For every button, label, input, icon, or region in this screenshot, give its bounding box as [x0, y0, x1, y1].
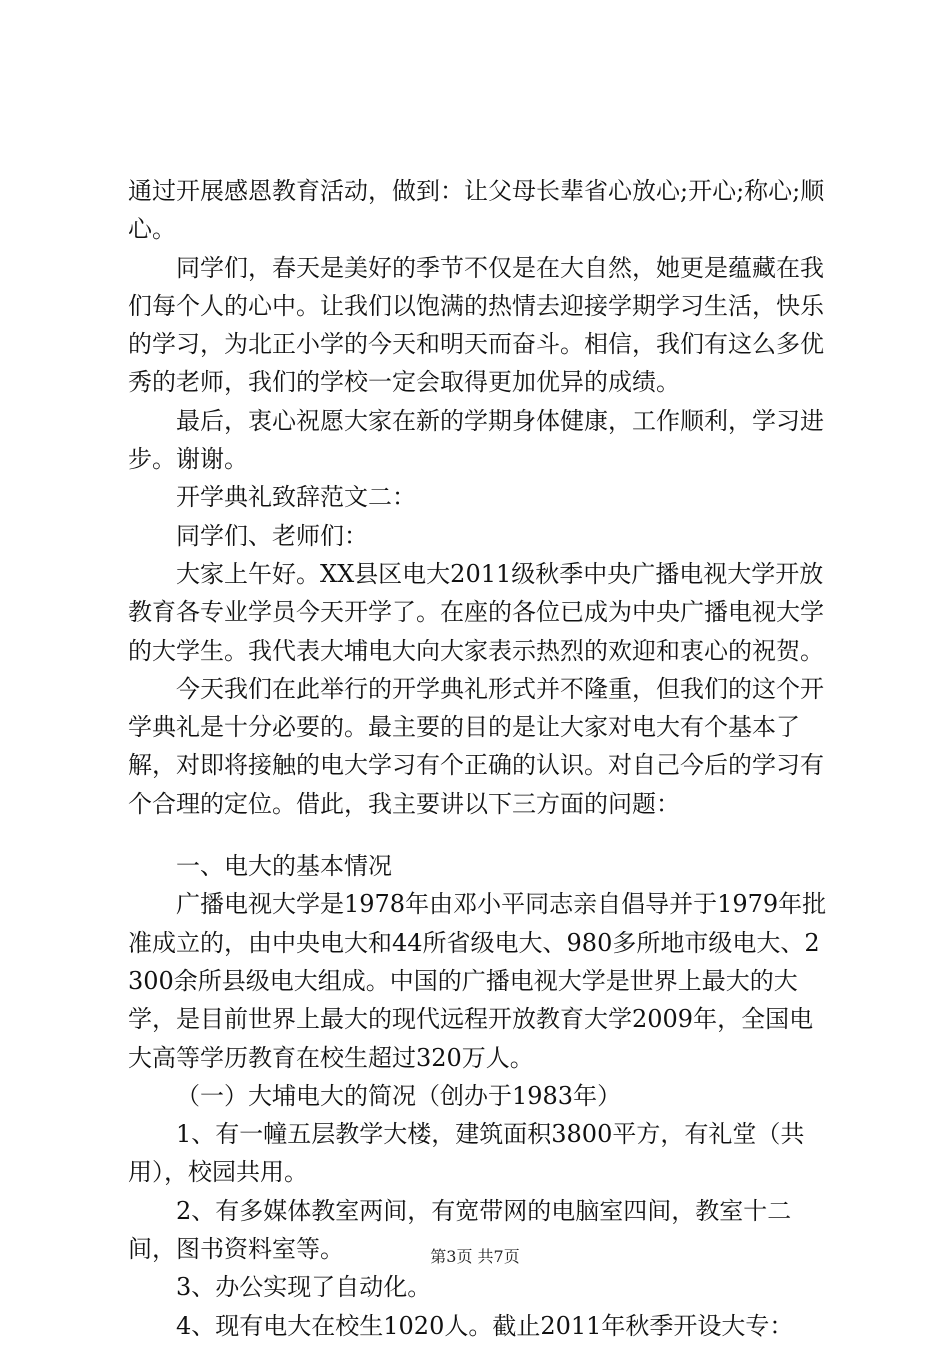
paragraph-ceremony-purpose: 今天我们在此举行的开学典礼形式并不隆重，但我们的这个开学典礼是十分必要的。最主要的目的是让大家对电大有个基本了解，对即将接触的电大学习有个正确的认识。对自己今后的学习有个合理的定位。借此，我主要讲以下三方面的问题：: [128, 674, 824, 818]
list-item-office-automation: 3、办公实现了自动化。: [176, 1273, 432, 1302]
paragraph-gap: [128, 823, 833, 847]
paragraph-closing-wishes: 最后，衷心祝愿大家在新的学期身体健康，工作顺利，学习进步。谢谢。: [128, 406, 824, 474]
document-body: [128, 172, 833, 1345]
paragraph-greeting: 大家上午好。XX县区电大2011级秋季中央广播电视大学开放教育各专业学员今天开学了。在座的各位已成为中央广播电视大学的大学生。我代表大埔电大向大家表示热烈的欢迎和衷心的祝贺。: [128, 559, 824, 665]
heading-basic-situation: 一、电大的基本情况: [176, 852, 392, 881]
salutation: 同学们、老师们：: [176, 521, 368, 550]
section-heading-sample-two: 开学典礼致辞范文二：: [176, 483, 416, 512]
paragraph-spring-message: 同学们，春天是美好的季节不仅是在大自然，她更是蕴藏在我们每个人的心中。让我们以饱满的热情去迎接学期学习生活，快乐的学习，为北正小学的今天和明天而奋斗。相信，我们有这么多优秀的老师，我们的学校一定会取得更加优异的成绩。: [128, 253, 824, 397]
page-number-footer: 第3页 共7页: [430, 1247, 520, 1266]
list-item-classrooms: 2、有多媒体教室两间，有宽带网的电脑室四间，教室十二间，图书资料室等。: [128, 1196, 792, 1264]
list-item-teaching-building: 1、有一幢五层教学大楼，建筑面积3800平方，有礼堂（共用），校园共用。: [128, 1120, 805, 1187]
paragraph-gratitude-education: 通过开展感恩教育活动，做到：让父母长辈省心放心;开心;称心;顺心。: [128, 177, 825, 244]
paragraph-tv-university-history: 广播电视大学是1978年由邓小平同志亲自倡导并于1979年批准成立的，由中央电大和44所省级电大、980多所地市级电大、2300余所县级电大组成。中国的广播电视大学是世界上最大的大学，是目前世界上最大的现代远程开放教育大学2009年，全国电大高等学历教育在校生超过320万人。: [128, 890, 827, 1072]
list-item-enrollment: 4、现有电大在校生1020人。截止2011年秋季开设大专：: [176, 1311, 794, 1340]
subheading-dabu-overview: （一）大埔电大的简况（创办于1983年）: [176, 1081, 622, 1110]
